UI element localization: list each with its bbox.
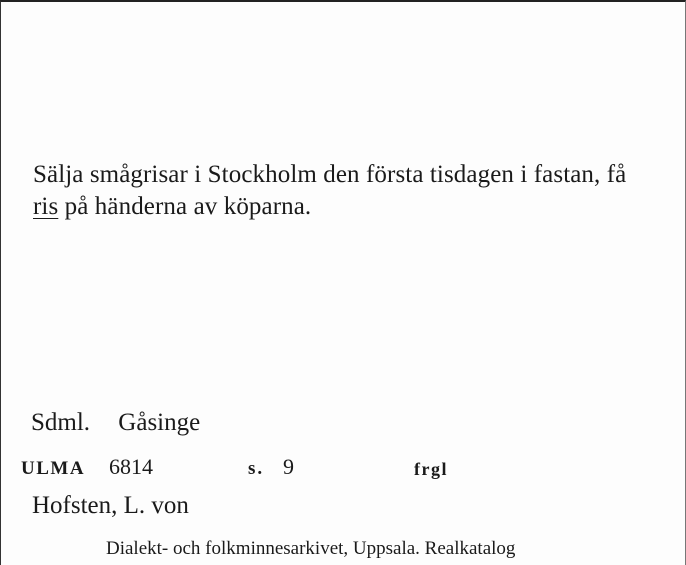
category-label: frgl — [414, 459, 448, 479]
parish: Gåsinge — [118, 409, 201, 436]
record-text — [33, 159, 653, 223]
card-footer: Dialekt- och folkminnesarkivet, Uppsala. Realkatalog — [106, 538, 516, 559]
record-text-after: på händerna av köparna. — [58, 193, 312, 220]
collector-name: Hofsten, L. von — [32, 492, 189, 519]
page-label: s. — [248, 458, 265, 479]
page-number: 9 — [283, 454, 294, 479]
location-line — [31, 409, 200, 437]
archive-number: 6814 — [109, 454, 153, 479]
region: Sdml. — [31, 409, 91, 436]
record-keyword: ris — [33, 193, 59, 220]
archive-label: ULMA — [21, 458, 86, 479]
archive-reference-line — [21, 454, 621, 484]
record-text-before: Sälja smågrisar i Stockholm den första tisdagen i fastan, få — [33, 161, 627, 188]
